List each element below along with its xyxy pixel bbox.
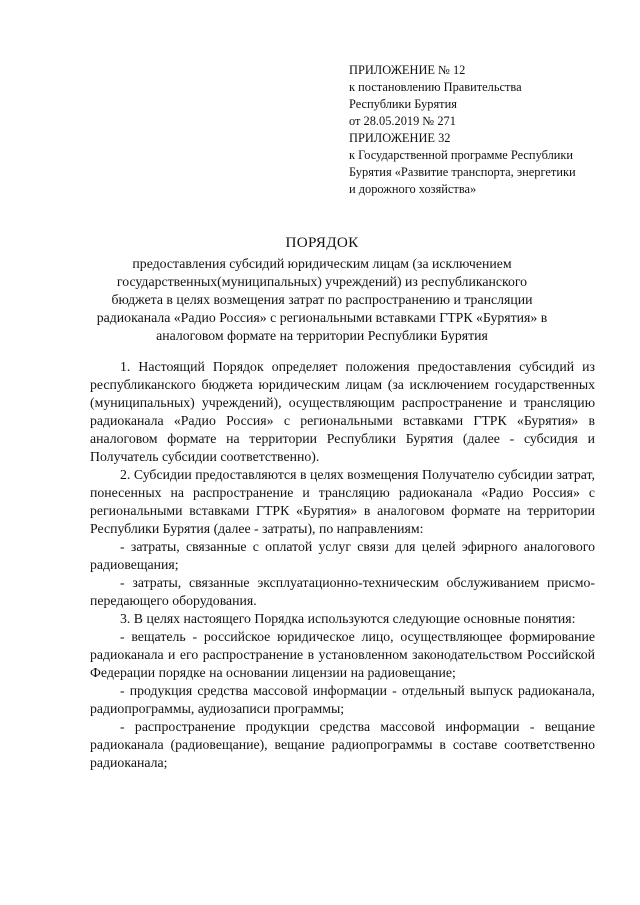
appendix-line: Республики Бурятия xyxy=(349,97,457,111)
paragraph: - продукция средства массовой информации - отдельный выпуск радиоканала, радиопрограммы, аудиозаписи программы; xyxy=(90,683,595,716)
appendix-line: к постановлению Правительства xyxy=(349,80,522,94)
paragraph: - затраты, связанные эксплуатационно-техническим обслуживанием присмо-передающего оборудования. xyxy=(90,575,595,608)
appendix-line: Бурятия «Развитие транспорта, энергетики xyxy=(349,165,576,179)
subtitle-line: радиоканала «Радио Россия» с региональными вставками ГТРК «Бурятия» в xyxy=(96,310,548,325)
document-body xyxy=(90,358,595,772)
paragraph: - затраты, связанные с оплатой услуг связи для целей эфирного аналогового радиовещания; xyxy=(90,539,595,572)
appendix-line: ПРИЛОЖЕНИЕ 32 xyxy=(349,131,451,145)
paragraph: - распространение продукции средства массовой информации - вещание радиоканала (радиовещание), вещание радиопрограммы в составе соответственно радиоканала; xyxy=(90,719,595,770)
appendix-line: к Государственной программе Республики xyxy=(349,148,574,162)
document-subtitle xyxy=(60,255,584,345)
appendix-line: и дорожного хозяйства» xyxy=(349,182,477,196)
subtitle-line: бюджета в целях возмещения затрат по распространению и трансляции xyxy=(111,292,533,307)
subtitle-line: государственных(муниципальных) учреждений) из республиканского xyxy=(116,274,528,289)
appendix-block xyxy=(349,62,619,198)
paragraph: 1. Настоящий Порядок определяет положения предоставления субсидий из республиканского бюджета юридическим лицам (за исключением государственных (муниципальных) учреждений), осуществляющим распространение и трансляцию радиоканала «Радио Россия» с региональными вставками ГТРК «Бурятия» в аналоговом формате на территории Республики Бурятия (далее - субсидия и Получатель субсидии соответственно). xyxy=(90,359,595,464)
paragraph: 2. Субсидии предоставляются в целях возмещения Получателю субсидии затрат, понесенных на распространение и трансляцию радиоканала «Радио Россия» с региональными вставками ГТРК «Бурятия» в аналоговом формате на территории Республики Бурятия (далее - затраты), по направлениям: xyxy=(90,467,595,536)
paragraph: - вещатель - российское юридическое лицо, осуществляющее формирование радиоканала и его распространение в установленном законодательством Российской Федерации порядке на основании лицензии на радиовещание; xyxy=(90,629,595,680)
subtitle-line: аналоговом формате на территории Республики Бурятия xyxy=(156,328,488,343)
appendix-line: от 28.05.2019 № 271 xyxy=(349,114,456,128)
subtitle-line: предоставления субсидий юридическим лицам (за исключением xyxy=(132,256,512,271)
paragraph: 3. В целях настоящего Порядка используются следующие основные понятия: xyxy=(120,611,576,626)
appendix-line: ПРИЛОЖЕНИЕ № 12 xyxy=(349,63,466,77)
document-title: ПОРЯДОК xyxy=(285,234,359,251)
